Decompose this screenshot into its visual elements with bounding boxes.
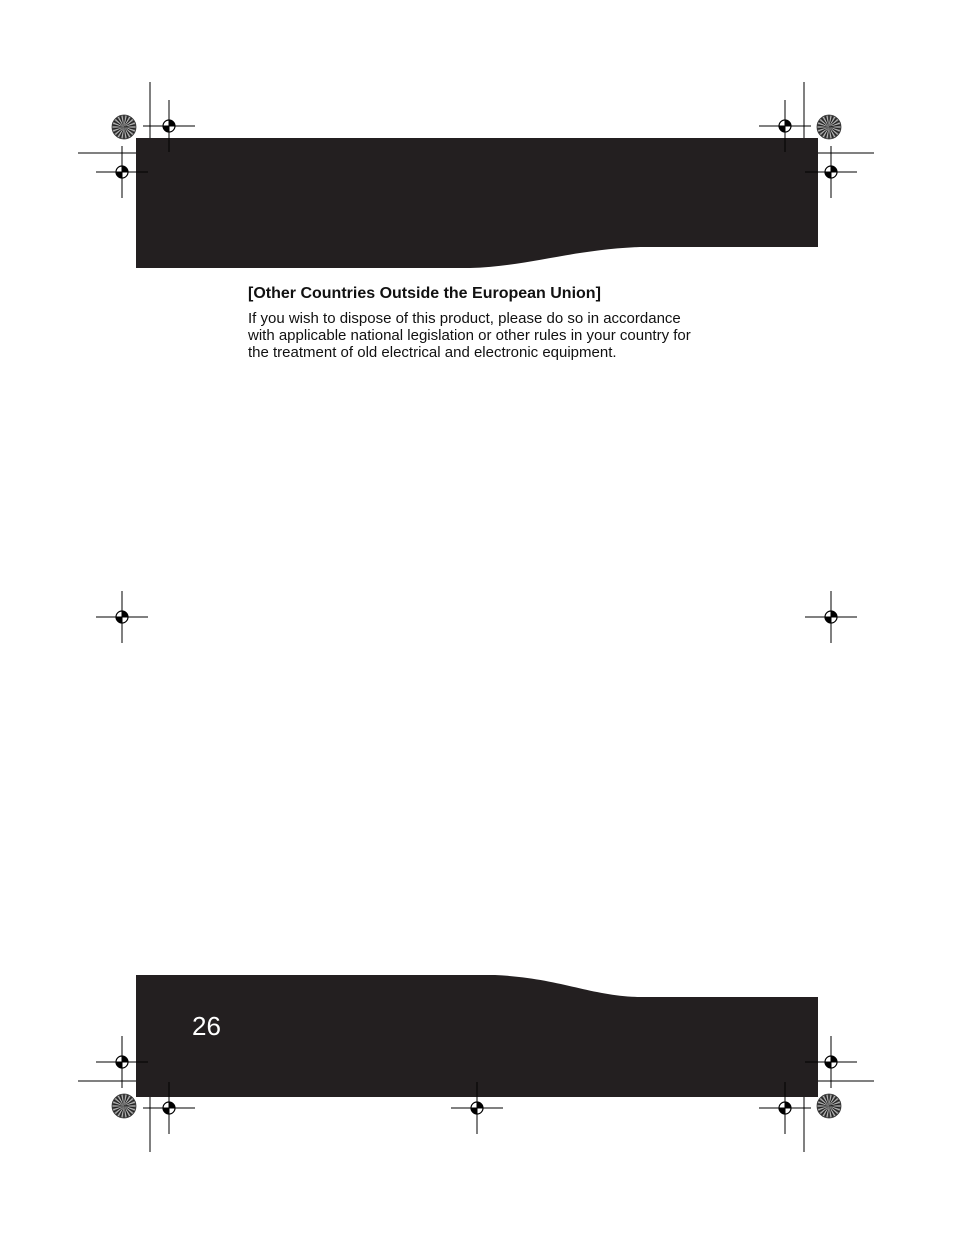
section-heading: [Other Countries Outside the European Union]	[248, 285, 601, 302]
body-line: with applicable national legislation or other rules in your country for	[248, 327, 691, 344]
registration-crosshair-icon	[805, 591, 857, 643]
header-band	[136, 138, 818, 268]
section-body	[248, 310, 748, 361]
page-number: 26	[192, 1011, 221, 1041]
color-bar-star-target-icon	[112, 1094, 136, 1118]
body-line: the treatment of old electrical and electronic equipment.	[248, 344, 617, 361]
footer-band	[136, 975, 818, 1097]
color-bar-star-target-icon	[112, 115, 136, 139]
body-line: If you wish to dispose of this product, please do so in accordance	[248, 310, 681, 327]
color-bar-star-target-icon	[817, 1094, 841, 1118]
registration-crosshair-icon	[96, 591, 148, 643]
color-bar-star-target-icon	[817, 115, 841, 139]
